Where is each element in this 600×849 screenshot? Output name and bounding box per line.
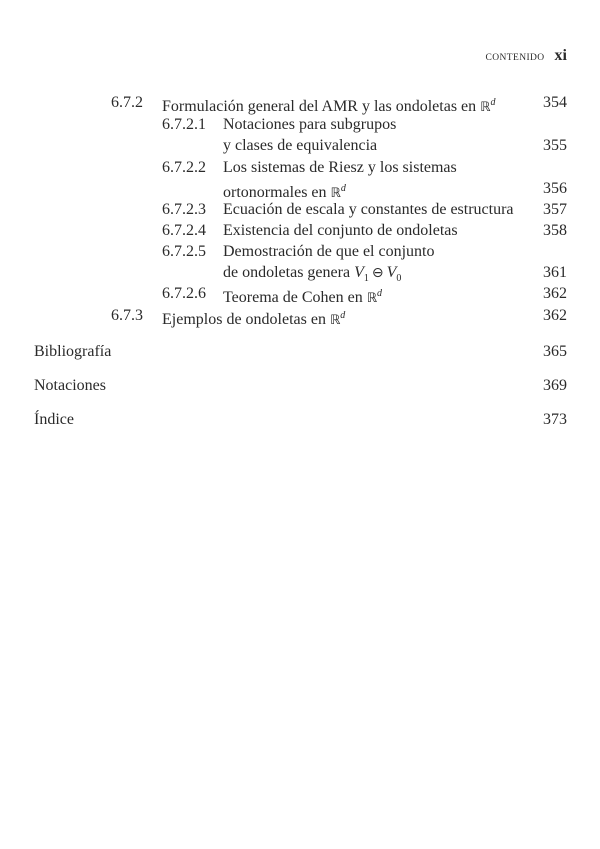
entry-title: Notaciones <box>34 377 106 394</box>
toc-entry-6-7-2-5-cont[interactable] <box>0 262 600 284</box>
dimension-exponent: d <box>377 288 383 299</box>
entry-title: Existencia del conjunto de ondoletas <box>223 222 458 239</box>
toc-entry-6-7-2-1[interactable] <box>0 114 600 136</box>
entry-title <box>162 305 345 332</box>
entry-number: 6.7.2 <box>111 94 143 111</box>
entry-page: 361 <box>543 264 567 281</box>
entry-page: 354 <box>543 94 567 111</box>
dimension-exponent: d <box>340 183 346 194</box>
toc-entry-notaciones[interactable] <box>0 375 600 397</box>
math-v1 <box>354 264 369 284</box>
toc-entry-6-7-2-3[interactable] <box>0 199 600 221</box>
real-space-symbol: ℝ <box>480 100 491 115</box>
math-v0 <box>386 264 402 284</box>
entry-title: Bibliografía <box>34 343 112 360</box>
entry-title-text: Teorema de Cohen en <box>223 289 367 306</box>
entry-page: 355 <box>543 137 567 154</box>
entry-title-line1: Los sistemas de Riesz y los sistemas <box>223 159 457 176</box>
math-subscript: 0 <box>396 273 402 284</box>
entry-title: Ecuación de escala y constantes de estructura <box>223 201 514 218</box>
entry-title-text: Formulación general del AMR y las ondoletas en <box>162 98 481 115</box>
page-number: xi <box>554 47 567 64</box>
entry-number: 6.7.2.5 <box>162 243 206 260</box>
math-var: V <box>354 264 364 281</box>
entry-title-line1: Demostración de que el conjunto <box>223 243 435 260</box>
entry-page: 356 <box>543 180 567 197</box>
toc-entry-6-7-2-2-cont[interactable] <box>0 178 600 200</box>
toc-entry-6-7-2-1-cont[interactable] <box>0 135 600 157</box>
entry-number: 6.7.2.6 <box>162 285 206 302</box>
real-space-symbol: ℝ <box>366 291 378 306</box>
dimension-exponent: d <box>490 97 496 108</box>
entry-title-text: Ejemplos de ondoletas en <box>162 311 330 328</box>
entry-title-text: de ondoletas genera <box>223 264 355 281</box>
real-space-symbol: ℝ <box>329 313 341 328</box>
toc-entry-indice[interactable] <box>0 409 600 431</box>
entry-page: 357 <box>543 201 567 218</box>
ominus-operator: ⊖ <box>371 265 384 281</box>
toc-entry-6-7-2-2[interactable] <box>0 157 600 179</box>
running-header <box>486 47 567 65</box>
entry-page: 373 <box>543 411 567 428</box>
real-space-symbol: ℝ <box>330 186 341 201</box>
entry-number: 6.7.2.1 <box>162 116 206 133</box>
entry-title-line1: Notaciones para subgrupos <box>223 116 397 133</box>
dimension-exponent: d <box>340 310 346 321</box>
toc-entry-6-7-3[interactable] <box>0 305 600 327</box>
toc-entry-6-7-2[interactable] <box>0 92 600 114</box>
entry-number: 6.7.2.4 <box>162 222 206 239</box>
entry-page: 365 <box>543 343 567 360</box>
entry-title: Índice <box>34 411 74 428</box>
toc-entry-6-7-2-4[interactable] <box>0 220 600 242</box>
entry-page: 369 <box>543 377 567 394</box>
entry-page: 362 <box>543 307 567 324</box>
entry-number: 6.7.2.3 <box>162 201 206 218</box>
entry-title-line2: y clases de equivalencia <box>223 137 378 154</box>
entry-page: 362 <box>543 285 567 302</box>
math-subscript: 1 <box>363 273 369 284</box>
toc-entry-6-7-2-5[interactable] <box>0 241 600 263</box>
toc-entry-bibliografia[interactable] <box>0 341 600 363</box>
entry-page: 358 <box>543 222 567 239</box>
running-title: CONTENIDO <box>485 53 545 63</box>
entry-number: 6.7.2.2 <box>162 159 206 176</box>
toc-entry-6-7-2-6[interactable] <box>0 283 600 305</box>
math-var: V <box>386 264 397 281</box>
entry-title-text: ortonormales en <box>223 184 331 201</box>
entry-number: 6.7.3 <box>111 307 143 324</box>
